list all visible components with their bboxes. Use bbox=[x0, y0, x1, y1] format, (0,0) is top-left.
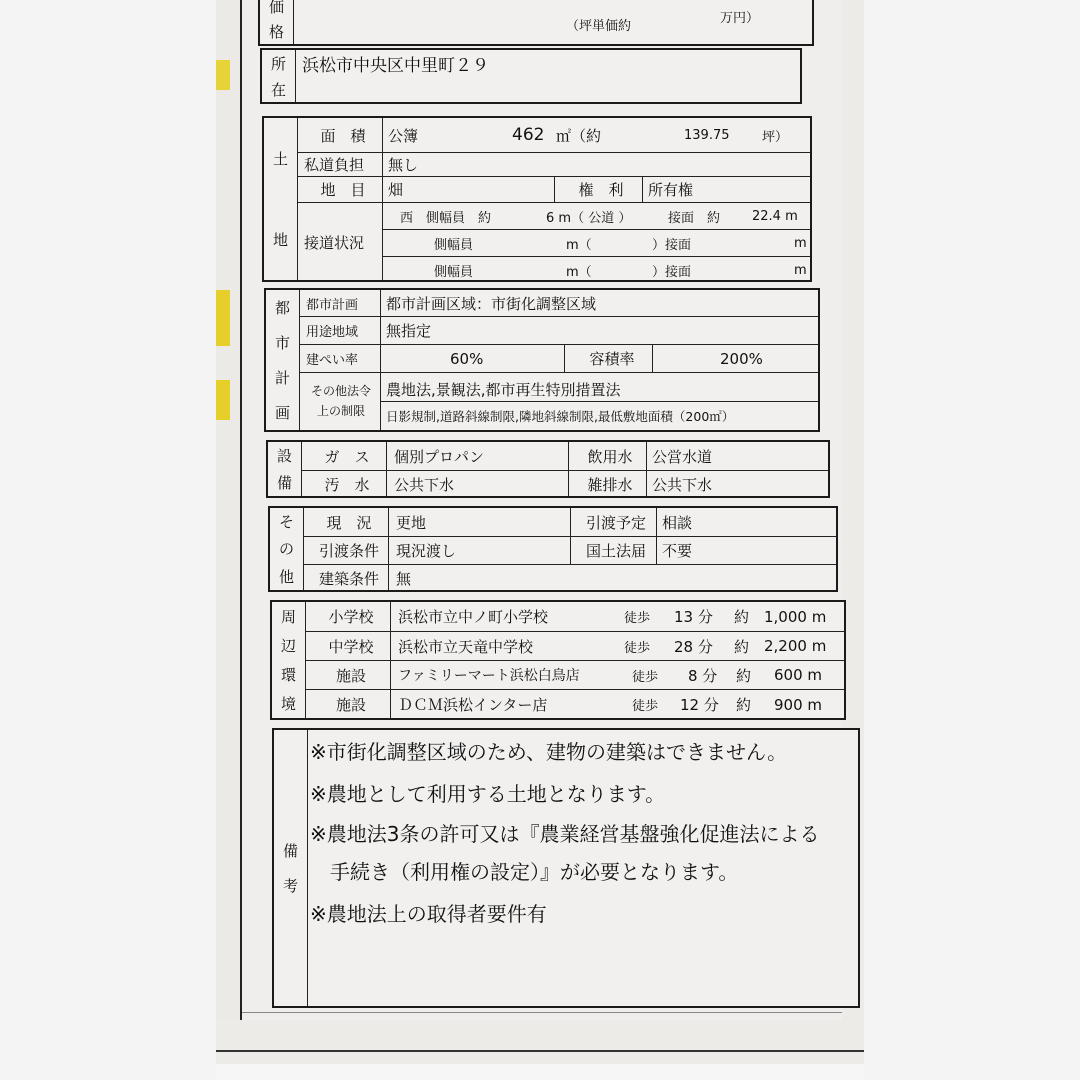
price-section bbox=[258, 0, 814, 46]
yellow-mark bbox=[216, 60, 230, 90]
property-sheet bbox=[242, 0, 842, 1020]
private-road-row: 私道負担 無し bbox=[298, 152, 810, 176]
tsubo-unit-price: （坪単価約 bbox=[566, 18, 632, 34]
section-label: 備 考 bbox=[274, 730, 308, 1006]
man-yen: 万円） bbox=[720, 10, 760, 26]
list-item: 小学校 浜松市立中ノ町小学校 徒歩 13 分 約 1,000 m bbox=[328, 607, 827, 626]
surroundings-section bbox=[270, 600, 846, 720]
list-item: 施設 ＤＣＭ浜松インター店 徒歩 12 分 約 900 m bbox=[306, 689, 844, 719]
section-label: 都 市 計 画 bbox=[266, 290, 300, 430]
remarks-section bbox=[272, 728, 860, 1008]
remark-line: ※農地として利用する土地となります。 bbox=[310, 782, 666, 806]
list-item: 中学校 浜松市立天竜中学校 徒歩 28 分 約 2,200 m bbox=[306, 631, 844, 660]
remark-line: ※市街化調整区域のため、建物の建築はできません。 bbox=[310, 740, 788, 764]
road-row: 側幅員 m（ ）接面 m bbox=[382, 229, 810, 256]
yellow-mark bbox=[216, 290, 230, 346]
land-category-row: 地 目 畑 権 利 所有権 bbox=[298, 176, 810, 202]
zoning-row: 用途地域 無指定 bbox=[300, 316, 818, 344]
document-photo bbox=[216, 0, 864, 1064]
section-label: 土 地 bbox=[264, 118, 298, 280]
city-plan-row: 都市計画 都市計画区域：市街化調整区域 bbox=[306, 294, 597, 313]
facilities-section: 設 備 ガ ス 個別プロパン 飲用水 公営水道 汚 水 公共下水 雑排水 公共下水 bbox=[266, 440, 830, 498]
section-label: 所 在 bbox=[262, 50, 296, 102]
road-row: 西 側幅員 約 6 m（ 公道 ） 接面 約 22.4 m bbox=[400, 208, 798, 226]
section-label: 価 格 bbox=[260, 0, 294, 44]
remark-line: ※農地法上の取得者要件有 bbox=[310, 902, 547, 926]
yellow-mark bbox=[216, 380, 230, 420]
section-label: 設 備 bbox=[268, 442, 302, 496]
address: 浜松市中央区中里町２９ bbox=[302, 55, 489, 74]
adjacent-page-strip bbox=[216, 0, 242, 1020]
other-restrictions-row: その他法令 上の制限 農地法,景観法,都市再生特別措置法 日影規制,道路斜線制限,隣地斜線制限,最低敷地面積（200㎡） bbox=[300, 372, 818, 430]
road-row: 側幅員 m（ ）接面 m bbox=[382, 256, 810, 283]
location-section bbox=[260, 48, 802, 104]
right-margin bbox=[864, 0, 1080, 1080]
remark-line: 手続き（利用権の設定）』が必要となります。 bbox=[310, 860, 739, 884]
list-item: 施設 ファミリーマート浜松白鳥店 徒歩 8 分 約 600 m bbox=[306, 660, 844, 689]
area-row: 面 積 公簿 462 ㎡（約 139.75 坪） bbox=[320, 125, 789, 145]
road-access-row: 接道状況 西 側幅員 約 6 m（ 公道 ） 接面 約 22.4 m 側幅員 m（ ）接面 m 側幅員 m（ ）接面 m bbox=[298, 202, 810, 282]
urban-planning-section bbox=[264, 288, 820, 432]
other-section: そ の 他 現 況 更地 引渡予定 相談 引渡条件 現況渡し 国土法届 不要 建築条件 無 bbox=[268, 506, 838, 592]
remark-line: ※農地法3条の許可又は『農業経営基盤強化促進法による bbox=[310, 822, 820, 846]
section-label: そ の 他 bbox=[270, 508, 304, 590]
section-label: 周 辺 環 境 bbox=[272, 602, 306, 718]
land-section bbox=[262, 116, 812, 282]
left-margin bbox=[0, 0, 216, 1080]
divider bbox=[242, 1012, 842, 1013]
divider bbox=[216, 1050, 864, 1052]
coverage-row: 建ぺい率 60% 容積率 200% bbox=[300, 344, 818, 372]
